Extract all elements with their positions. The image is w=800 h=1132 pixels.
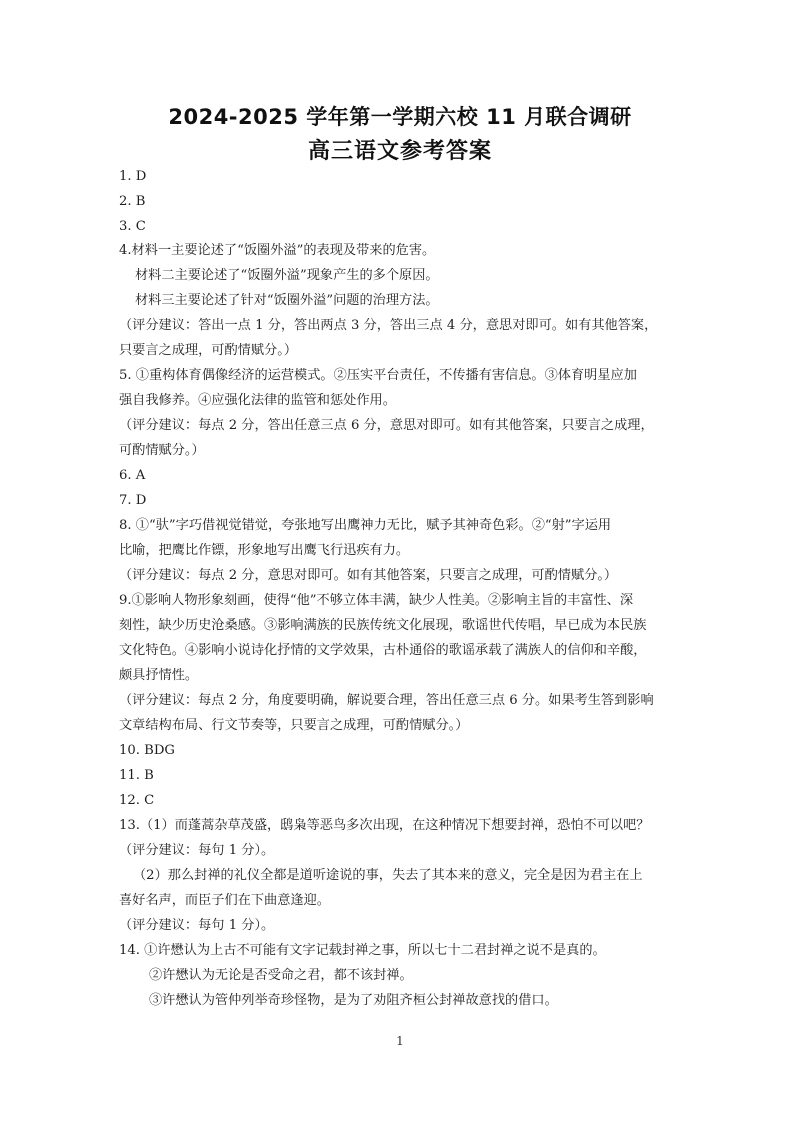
answer-line: 文化特色。④影响小说诗化抒情的文学效果，古朴通俗的歌谣承载了满族人的信仰和辛酸，: [119, 643, 647, 658]
scoring-note: 只要言之成理，可酌情赋分。）: [119, 343, 298, 358]
scoring-note: （评分建议：每点 2 分，角度要明确，解说要合理，答出任意三点 6 分。如果考生答到影响: [119, 693, 654, 708]
answer-line: 11. B: [119, 768, 154, 783]
answer-line: 喜好名声，而臣子们在下曲意逢迎。: [119, 893, 330, 908]
answer-line: 10. BDG: [119, 743, 175, 758]
answer-line: 比喻，把鹰比作镖，形象地写出鹰飞行迅疾有力。: [119, 543, 410, 558]
answer-line: 颇具抒情性。: [119, 668, 199, 683]
answer-line: 4.材料一主要论述了“饭圈外溢”的表现及带来的危害。: [119, 243, 436, 258]
answer-line: 材料二主要论述了“饭圈外溢”现象产生的多个原因。: [135, 268, 439, 283]
answer-line: 强自我修养。④应强化法律的监管和惩处作用。: [119, 393, 396, 408]
scoring-note: （评分建议：每点 2 分，意思对即可。如有其他答案，只要言之成理，可酌情赋分。）: [119, 568, 618, 583]
answer-line: 刻性，缺少历史沧桑感。③影响满族的民族传统文化展现，歌谣世代传唱，早已成为本民族: [119, 618, 647, 633]
scoring-note: （评分建议：答出一点 1 分，答出两点 3 分，答出三点 4 分，意思对即可。如有其他答案，: [119, 318, 658, 333]
answer-line: 8. ①“驮”字巧借视觉错觉，夸张地写出鹰神力无比，赋予其神奇色彩。②“射”字运用: [119, 518, 612, 533]
answer-line: 2. B: [119, 194, 146, 209]
answer-line: 13.（1）而蓬蒿杂草茂盛，鸱枭等恶鸟多次出现，在这种情况下想要封禅，恐怕不可以吧？: [119, 818, 650, 833]
answer-line: 材料三主要论述了针对“饭圈外溢”问题的治理方法。: [135, 293, 439, 308]
answer-line: 14. ①许懋认为上古不可能有文字记载封禅之事，所以七十二君封禅之说不是真的。: [119, 943, 606, 958]
scoring-note: （评分建议：每点 2 分，答出任意三点 6 分，意思对即可。如有其他答案，只要言之成理，: [119, 418, 654, 433]
answer-line: 1. D: [119, 169, 147, 184]
document-subtitle: 高三语文参考答案: [307, 139, 492, 164]
answer-line: （2）那么封禅的礼仪全都是道听途说的事，失去了其本来的意义，完全是因为君主在上: [133, 868, 643, 883]
scoring-note: （评分建议：每句 1 分）。: [119, 843, 275, 858]
scoring-note: 可酌情赋分。）: [119, 443, 205, 458]
answer-line: 5. ①重构体育偶像经济的运营模式。②压实平台责任，不传播有害信息。③体育明星应加: [119, 368, 637, 383]
answer-line: ③许懋认为管仲列举奇珍怪物，是为了劝阻齐桓公封禅故意找的借口。: [149, 993, 558, 1008]
answer-line: 12. C: [119, 793, 155, 808]
document-title: 2024-2025 学年第一学期六校 11 月联合调研: [168, 105, 632, 129]
page-number: 1: [396, 1034, 404, 1048]
scoring-note: 文章结构布局、行文节奏等，只要言之成理，可酌情赋分。）: [119, 718, 469, 733]
scoring-note: （评分建议：每句 1 分）。: [119, 918, 275, 933]
answer-line: 6. A: [119, 468, 146, 483]
answer-line: 9.①影响人物形象刻画，使得“他”不够立体丰满，缺少人性美。②影响主旨的丰富性、深: [119, 593, 633, 608]
answer-line: 7. D: [119, 493, 147, 508]
answer-line: 3. C: [119, 219, 146, 234]
answer-line: ②许懋认为无论是否受命之君，都不该封禅。: [149, 968, 413, 983]
